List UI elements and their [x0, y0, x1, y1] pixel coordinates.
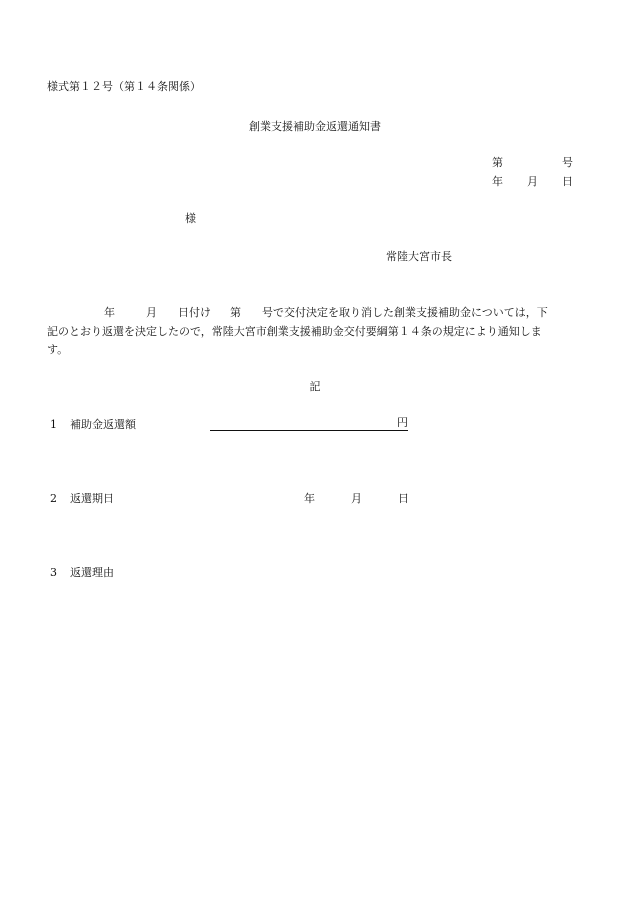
body-year: 年: [104, 306, 115, 319]
reference-dai: 第: [492, 156, 503, 169]
recipient-honorific: 様: [185, 212, 196, 225]
document-title: 創業支援補助金返還通知書: [249, 120, 381, 133]
item-2-label: 返還期日: [70, 492, 114, 505]
item-1-label: 補助金返還額: [70, 418, 136, 431]
body-line-1: [47, 304, 577, 323]
refund-due-date: [304, 492, 409, 506]
item-3-number: 3: [50, 566, 57, 579]
body-line-3: す。: [47, 343, 69, 356]
issue-date-day: 日: [562, 175, 573, 188]
due-date-month: 月: [351, 492, 362, 505]
sender-name: 常陸大宮市長: [386, 250, 452, 263]
due-date-day: 日: [398, 492, 409, 505]
body-month: 月: [146, 306, 157, 319]
issue-date-month: 月: [527, 175, 538, 188]
refund-amount-unit: 円: [397, 416, 408, 429]
refund-amount-blank: [210, 416, 408, 431]
issue-date-line: [492, 175, 573, 189]
body-day-dated: 日付け: [178, 306, 211, 319]
item-1-number: 1: [50, 418, 57, 431]
due-date-year: 年: [304, 492, 315, 505]
reference-number-line: [492, 156, 573, 170]
body-dai: 第: [230, 306, 241, 319]
issue-date-year: 年: [492, 175, 503, 188]
item-2-number: 2: [50, 492, 57, 505]
body-line-1-rest: 号で交付決定を取り消した創業支援補助金については，下: [262, 306, 548, 319]
reference-go: 号: [562, 156, 573, 169]
form-number: 様式第１２号（第１４条関係）: [47, 80, 201, 93]
ki-heading: 記: [309, 380, 321, 393]
body-paragraph: [47, 304, 577, 360]
item-3-label: 返還理由: [70, 566, 114, 579]
body-line-2: 記のとおり返還を決定したので，常陸大宮市創業支援補助金交付要綱第１４条の規定により通知しま: [47, 324, 542, 338]
